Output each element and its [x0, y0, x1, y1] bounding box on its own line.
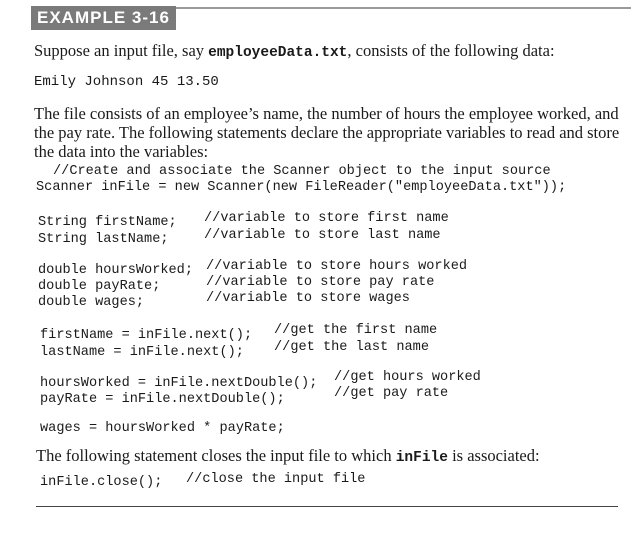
intro-text-after: , consists of the following data:: [347, 41, 555, 60]
pay-rate-comment: //variable to store pay rate: [206, 275, 435, 290]
first-name-assignment: firstName = inFile.next();: [40, 328, 253, 343]
comment-create-scanner: //Create and associate the Scanner object to the input source: [53, 164, 551, 179]
pay-rate-declaration: double payRate;: [38, 279, 161, 294]
pay-rate-assignment-comment: //get pay rate: [334, 386, 449, 401]
wages-comment: //variable to store wages: [206, 291, 410, 306]
hours-worked-assignment: hoursWorked = inFile.nextDouble();: [40, 376, 318, 391]
close-statement: inFile.close();: [40, 475, 163, 490]
first-name-declaration: String firstName;: [38, 215, 177, 230]
intro-file-name: employeeData.txt: [208, 45, 348, 61]
last-name-comment: //variable to store last name: [204, 228, 441, 243]
intro-paragraph: [34, 41, 555, 63]
closing-var-name: inFile: [395, 450, 448, 466]
first-name-assignment-comment: //get the first name: [274, 323, 438, 338]
scanner-declaration: Scanner inFile = new Scanner(new FileReader("employeeData.txt"));: [36, 180, 567, 195]
last-name-assignment: lastName = inFile.next();: [40, 345, 244, 360]
last-name-assignment-comment: //get the last name: [274, 340, 429, 355]
example-header: [31, 6, 631, 30]
description-line-1: The file consists of an employee’s name, the number of hours the employee worked, and: [34, 104, 619, 123]
first-name-comment: //variable to store first name: [204, 211, 449, 226]
closing-paragraph: [36, 446, 540, 468]
closing-text-after: is associated:: [447, 446, 540, 465]
closing-text-before: The following statement closes the input file to which: [36, 446, 396, 465]
hours-worked-assignment-comment: //get hours worked: [334, 370, 481, 385]
hours-worked-comment: //variable to store hours worked: [206, 259, 468, 274]
bottom-rule: [36, 506, 618, 507]
example-label: EXAMPLE 3-16: [31, 6, 176, 30]
data-line: Emily Johnson 45 13.50: [34, 74, 219, 90]
hours-worked-declaration: double hoursWorked;: [38, 263, 193, 278]
wages-declaration: double wages;: [38, 295, 145, 310]
close-statement-comment: //close the input file: [186, 472, 366, 487]
intro-text-before: Suppose an input file, say: [34, 41, 209, 60]
wages-assignment: wages = hoursWorked * payRate;: [40, 421, 285, 436]
description-line-3: the data into the variables:: [34, 142, 209, 161]
description-line-2: the pay rate. The following statements declare the appropriate variables to read and store: [34, 123, 620, 142]
last-name-declaration: String lastName;: [38, 232, 169, 247]
pay-rate-assignment: payRate = inFile.nextDouble();: [40, 392, 285, 407]
